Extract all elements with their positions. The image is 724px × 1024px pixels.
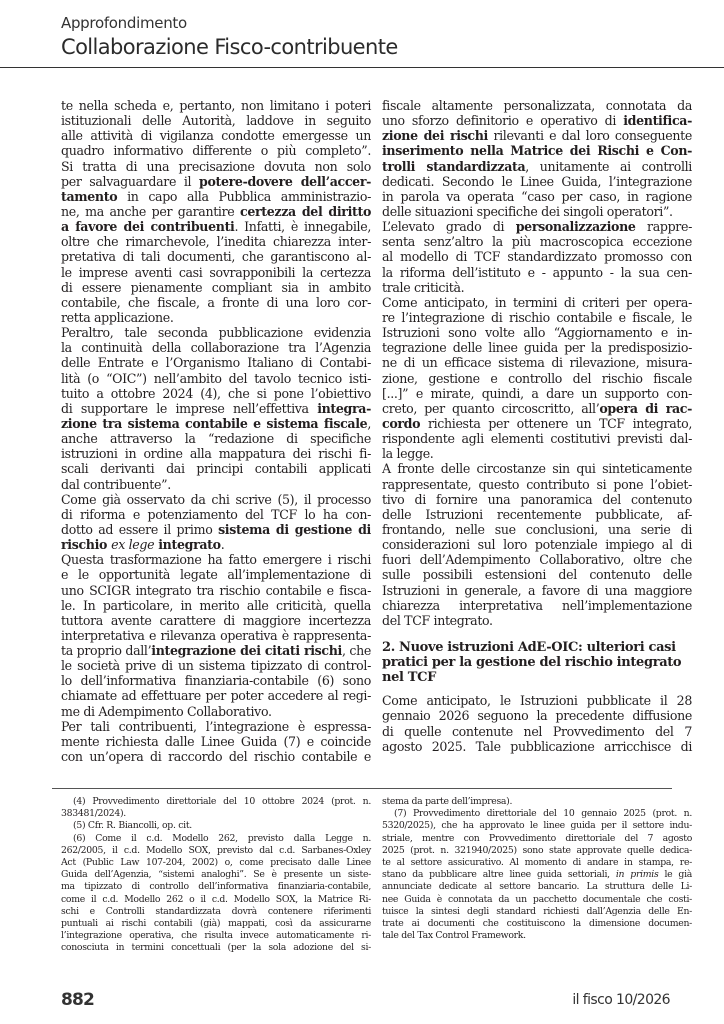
text-run: ta proprio dall’ [61, 643, 152, 659]
bold-text: identifica- [623, 113, 692, 129]
text-run: tuito a ottobre 2024 (4), che si pone l’obiettivo [61, 385, 371, 401]
text-run: interpretativa e rilevanza operativa è rappresenta- [61, 627, 371, 643]
text-run: Act (Public Law 107-204, 2002) o, come precisato dalle Linee [61, 856, 371, 868]
text-run: considerazioni sul loro potenziale impiego al di [382, 537, 692, 553]
text-line [382, 537, 692, 552]
footnote-line [61, 820, 371, 832]
text-line [382, 113, 692, 128]
text-line [61, 355, 371, 370]
text-line [61, 174, 371, 189]
text-run: dal contribuente”. [61, 476, 171, 492]
text-run: retta applicazione. [61, 309, 174, 325]
text-run: rappresentate, questo contributo si pone l’obiet- [382, 476, 692, 492]
text-line [382, 325, 692, 340]
bold-text: integrato [154, 537, 221, 553]
text-line [61, 371, 371, 386]
text-line [61, 477, 371, 492]
footnote-line [382, 845, 692, 857]
text-line [61, 567, 371, 582]
text-run: ne, ma anche per garantire [61, 203, 241, 219]
section-heading-line: 2. Nuove istruzioni AdE-OIC: ulteriori casi [382, 639, 676, 655]
text-line [382, 234, 692, 249]
text-line [61, 325, 371, 340]
text-line [61, 461, 371, 476]
bold-text: integra- [317, 400, 371, 416]
text-run: per salvaguardare il [61, 173, 199, 189]
page-number: 882 [61, 990, 95, 1010]
text-line [61, 507, 371, 522]
header-rule [0, 67, 724, 68]
text-line [61, 688, 371, 703]
text-run: dotto ad essere il primo [61, 521, 219, 537]
text-line [61, 204, 371, 219]
text-run: di riforma e potenziamento del TCF lo ha con- [61, 506, 371, 522]
text-run: A fronte delle circostanze sin qui sinteticamente [382, 461, 692, 477]
text-line [382, 613, 692, 628]
bold-text: certezza del diritto [240, 203, 371, 219]
text-run: tuttora avente carattere di maggiore incertezza [61, 612, 371, 628]
text-run: te nella scheda e, pertanto, non limitano i poteri [61, 98, 371, 113]
text-run: delle Istruzioni recentemente pubblicate, af- [382, 506, 692, 522]
footnote-line [382, 869, 692, 881]
text-run: Si tratta di una precisazione dovuta non solo [61, 158, 371, 174]
text-run: (6) Come il c.d. Modello 262, previsto dalla Legge n. [73, 832, 371, 844]
text-line [61, 234, 371, 249]
text-run: rispondente agli elementi costitutivi previsti dal- [382, 431, 692, 447]
bold-text: integrazione dei citati rischi [151, 643, 342, 659]
footnote-line [382, 857, 692, 869]
text-run: te al settore assicurativo. Al momento di andare in stampa, re- [382, 856, 692, 868]
text-run: scali derivanti dai principi contabili applicati [61, 461, 371, 477]
text-line [61, 613, 371, 628]
text-run: di supportare le imprese nell’effettiva [61, 400, 318, 416]
text-run: del TCF integrato. [382, 612, 493, 628]
text-run: 2025 (prot. n. 321940/2025) sono state approvate quelle dedica- [382, 844, 692, 856]
text-run: , [367, 415, 371, 431]
text-line [382, 189, 692, 204]
body-column-right [382, 98, 692, 754]
section-body-line: agosto 2025. Tale pubblicazione arricchisce di [382, 738, 692, 754]
text-run: trate ai documenti che costituiscono la dimensione documen- [382, 917, 692, 929]
text-line [61, 159, 371, 174]
text-run: stano da pubblicare altre linee guida settoriali, [382, 869, 616, 881]
text-run: me di Adempimento Collaborativo. [61, 703, 272, 719]
footnote-line [382, 918, 692, 930]
text-line [61, 643, 371, 658]
text-run: tale del Tax Control Framework. [382, 930, 526, 942]
text-run: la continuità della collaborazione tra l’Agenzia [61, 340, 371, 356]
footnote-line [382, 833, 692, 845]
italic-text: in primis [615, 869, 659, 881]
text-run: richiesta per ottenere un TCF integrato, [420, 415, 692, 431]
footnote-line [61, 833, 371, 845]
text-run: mente richiesta dalle Linee Guida (7) e coincide [61, 733, 371, 749]
footnote-line [382, 820, 692, 832]
text-line [61, 310, 371, 325]
bold-text: potere-dovere dell’accer- [199, 173, 371, 189]
text-run: fiscale altamente personalizzata, connotata da [382, 98, 692, 113]
text-run: Come già osservato da chi scrive (5), il processo [61, 491, 371, 507]
footnote-line [61, 869, 371, 881]
section-body-line: Come anticipato, le Istruzioni pubblicate il 28 [382, 693, 692, 709]
text-run: contabile, che fiscale, a fronte di una loro cor- [61, 294, 371, 310]
text-line [61, 401, 371, 416]
text-line [382, 598, 692, 613]
text-run: stema da parte dell’impresa). [382, 796, 513, 807]
text-run: dedicati. Secondo le Linee Guida, l’integrazione [382, 173, 692, 189]
text-line [382, 522, 692, 537]
text-run: Peraltro, tale seconda pubblicazione evidenzia [61, 325, 371, 341]
text-run: . Infatti, è innegabile, [234, 219, 371, 235]
text-line [61, 265, 371, 280]
footnote-line [382, 881, 692, 893]
footnote-line [61, 942, 371, 954]
text-run: con un’opera di raccordo del rischio contabile e [61, 749, 371, 765]
bold-text: opera di rac- [599, 400, 692, 416]
text-line [382, 386, 692, 401]
section-heading-line: pratici per la gestione del rischio integrato [382, 655, 682, 671]
section-body-line: di quelle contenute nel Provvedimento del 7 [382, 723, 692, 739]
text-run: Come anticipato, in termini di criteri per opera- [382, 294, 692, 310]
text-run: tegrazione delle linee guida per la predisposizio- [382, 340, 692, 356]
text-run: istituzionali delle Autorità, laddove in seguito [61, 113, 371, 129]
text-run: oltre che rimarchevole, l’inedita chiarezza inter- [61, 234, 371, 250]
text-line [61, 340, 371, 355]
bold-text: sistema di gestione di [218, 521, 371, 537]
text-run: ne di un efficace sistema di rilevazione, misura- [382, 355, 692, 371]
text-line [382, 355, 692, 370]
section-body [382, 693, 692, 754]
footnotes-right [382, 796, 692, 942]
text-run: conosciuta in termini concettuali (per la sola adozione del si- [61, 942, 371, 954]
text-line [382, 159, 692, 174]
footnote-line [382, 906, 692, 918]
text-line [61, 492, 371, 507]
text-line [382, 249, 692, 264]
text-line [61, 113, 371, 128]
text-run: ma tipizzato di controllo dell’informativa finanziaria-contabile, [61, 881, 371, 893]
text-run: 5320/2025), che ha approvato le linee guida per il settore indu- [382, 820, 692, 832]
footnote-line [382, 894, 692, 906]
text-line [382, 265, 692, 280]
text-line [382, 280, 692, 295]
text-run: rappre- [635, 219, 692, 235]
text-run: re l’integrazione di rischio contabile e fiscale, le [382, 309, 692, 325]
journal-issue: il fisco 10/2026 [572, 992, 670, 1008]
section-kicker: Approfondimento [61, 14, 187, 32]
footnote-separator [52, 788, 672, 789]
text-line [382, 477, 692, 492]
text-run: tivo di fornire una panoramica del contenuto [382, 491, 692, 507]
text-run: (7) Provvedimento direttoriale del 10 gennaio 2025 (prot. n. [394, 808, 692, 820]
text-run: senta senz’altro la più macroscopica eccezione [382, 234, 692, 250]
section-heading [382, 640, 692, 685]
text-line [61, 552, 371, 567]
text-run: 262/2005, il c.d. Modello SOX, previsto dal c.d. Sarbanes-Oxley [61, 844, 371, 856]
text-run: l’integrazione operativa, che risulta invece automaticamente ri- [61, 930, 371, 942]
bold-text: tamento [61, 188, 118, 204]
text-line [61, 628, 371, 643]
text-line [61, 128, 371, 143]
text-run: (4) Provvedimento direttoriale del 10 ottobre 2024 (prot. n. [73, 796, 371, 807]
text-run: Questa trasformazione ha fatto emergere i rischi [61, 552, 371, 568]
text-run: rilevanti e dal loro conseguente [488, 128, 692, 144]
footnote-line [382, 808, 692, 820]
text-line [382, 143, 692, 158]
footnote-line [61, 906, 371, 918]
text-line [61, 386, 371, 401]
footnote-line [61, 845, 371, 857]
text-run: le già [658, 869, 692, 881]
text-run: striale, mentre con Provvedimento direttoriale del 7 agosto [382, 832, 692, 844]
text-run: le società prive di un sistema tipizzato di control- [61, 658, 371, 674]
text-run: fuori dell’Adempimento Collaborativo, oltre che [382, 552, 692, 568]
text-run: le. In particolare, in merito alle criticità, quella [61, 597, 371, 613]
text-line [382, 583, 692, 598]
text-run: lità (o “OIC”) nell’ambito del tavolo tecnico isti- [61, 370, 371, 386]
text-line [61, 673, 371, 688]
text-run: 383481/2024). [61, 808, 126, 820]
text-run: creto, per quanto circoscritto, all’ [382, 400, 600, 416]
footnote-line [61, 918, 371, 930]
text-run: (5) Cfr. R. Biancolli, op. cit. [73, 820, 192, 832]
text-run: trale criticità. [382, 279, 465, 295]
text-line [382, 98, 692, 113]
text-run: uno sforzo definitorio e operativo di [382, 113, 624, 129]
text-line [61, 416, 371, 431]
text-line [382, 310, 692, 325]
text-line [382, 416, 692, 431]
text-line [61, 522, 371, 537]
text-run: in parola va operata “caso per caso, in ragione [382, 188, 692, 204]
italic-text: ex lege [111, 537, 155, 553]
body-column-left [61, 98, 371, 764]
text-run: . [220, 537, 225, 553]
text-run: Guida dell’Agenzia, “sistemi analoghi”. Se è presente un siste- [61, 869, 371, 881]
text-run: nee Guida è connotata da un pacchetto documentale che costi- [382, 893, 692, 905]
footnote-line [61, 894, 371, 906]
text-run: [...]” e mirate, quindi, a dare un supporto con- [382, 385, 692, 401]
text-run: le imprese aventi casi sovrapponibili la certezza [61, 264, 371, 280]
footnote-line [61, 930, 371, 942]
bold-text: trolli standardizzata [382, 158, 526, 174]
text-run: chiarezza interpretativa nell’implementazione [382, 597, 692, 613]
text-line [61, 658, 371, 673]
text-line [382, 507, 692, 522]
text-line [61, 719, 371, 734]
text-line [61, 295, 371, 310]
text-line [382, 431, 692, 446]
section-body-line: gennaio 2026 seguono la precedente diffusione [382, 708, 692, 724]
text-line [61, 704, 371, 719]
bold-text: a favore dei contribuenti [61, 219, 235, 235]
text-line [382, 128, 692, 143]
text-line [382, 174, 692, 189]
text-line [61, 219, 371, 234]
text-line [382, 552, 692, 567]
text-line [382, 401, 692, 416]
text-line [61, 734, 371, 749]
bold-text: zione tra sistema contabile e sistema fiscale [61, 415, 368, 431]
text-run: uno SCIGR integrato tra rischio contabile e fisca- [61, 582, 371, 598]
footnotes-left [61, 796, 371, 954]
text-run: tuisce la sintesi degli standard richiesti dall’Agenzia delle En- [382, 905, 692, 917]
text-run: puntuali ai rischi contabili (già) mappati, così da assicurarne [61, 917, 371, 929]
text-run: L’elevato grado di [382, 219, 516, 235]
footnote-line [61, 808, 371, 820]
text-line [61, 280, 371, 295]
text-line [382, 204, 692, 219]
text-run: Istruzioni sono volte allo “Aggiornamento e in- [382, 325, 692, 341]
bold-text: zione dei rischi [382, 128, 488, 144]
text-run: delle situazioni specifiche dei singoli operatori”. [382, 203, 673, 219]
body-column-right-text [382, 98, 692, 628]
bold-text: cordo [382, 415, 421, 431]
running-header [0, 0, 724, 68]
text-line [61, 537, 371, 552]
text-line [61, 98, 371, 113]
text-run: la legge. [382, 446, 434, 462]
text-line [61, 749, 371, 764]
text-run: zione, gestione e controllo del rischio fiscale [382, 370, 692, 386]
text-run: quadro informativo differente o più completo”. [61, 143, 371, 159]
text-line [382, 492, 692, 507]
text-run: lo dell’informativa finanziaria-contabile (6) sono [61, 673, 371, 689]
text-line [61, 431, 371, 446]
text-run: istruzioni in ordine alla mappatura dei rischi fi- [61, 446, 371, 462]
text-line [382, 567, 692, 582]
text-run: anche attraverso la “redazione di specifiche [61, 431, 371, 447]
page-title: Collaborazione Fisco-contribuente [61, 35, 398, 59]
text-run: al modello di TCF standardizzato promosso con [382, 249, 692, 265]
text-run: Istruzioni in generale, a favore di una maggiore [382, 582, 692, 598]
text-line [61, 583, 371, 598]
text-run: schi e Controlli standardizzata dovrà contenere riferimenti [61, 905, 371, 917]
bold-text: inserimento nella Matrice dei Rischi e Con- [382, 143, 692, 159]
footnote-line [61, 857, 371, 869]
text-run: delle Entrate e l’Organismo Italiano di Contabi- [61, 355, 371, 371]
text-line [382, 371, 692, 386]
text-run: , unitamente ai controlli [525, 158, 692, 174]
text-run: di essere pienamente compliant sia in ambito [61, 279, 371, 295]
text-run: chiamate ad effettuare per poter accedere al regi- [61, 688, 371, 704]
text-run: la riforma dell’istituto e - appunto - la sua cen- [382, 264, 692, 280]
text-run: alle attività di vigilanza condotte emergesse un [61, 128, 371, 144]
text-line [61, 598, 371, 613]
section-heading-line: nel TCF [382, 670, 436, 686]
bold-text: personalizzazione [515, 219, 636, 235]
text-line [382, 219, 692, 234]
text-line [382, 446, 692, 461]
text-line [61, 446, 371, 461]
text-run: Per tali contribuenti, l’integrazione è espressa- [61, 718, 371, 734]
text-run: in capo alla Pubblica amministrazio- [117, 188, 371, 204]
text-run: sulle possibili estensioni del contenuto delle [382, 567, 692, 583]
text-line [61, 189, 371, 204]
bold-text: rischio [61, 537, 112, 553]
text-run: , che [341, 643, 372, 659]
footnote-line [61, 881, 371, 893]
text-run: frontando, nelle sue conclusioni, una serie di [382, 521, 692, 537]
text-run: annunciate dedicate al settore bancario. La struttura delle Li- [382, 881, 692, 893]
text-line [61, 249, 371, 264]
text-run: e le opportunità legate all’implementazione di [61, 567, 371, 583]
text-line [382, 461, 692, 476]
footnote-line [382, 796, 692, 808]
text-line [382, 295, 692, 310]
text-run: come il c.d. Modello 262 o il c.d. Modello SOX, la Matrice Ri- [61, 893, 371, 905]
footnote-line [61, 796, 371, 808]
footnote-line [382, 930, 692, 942]
text-run: pretativa di tali documenti, che garantiscono al- [61, 249, 371, 265]
text-line [382, 340, 692, 355]
text-line [61, 143, 371, 158]
